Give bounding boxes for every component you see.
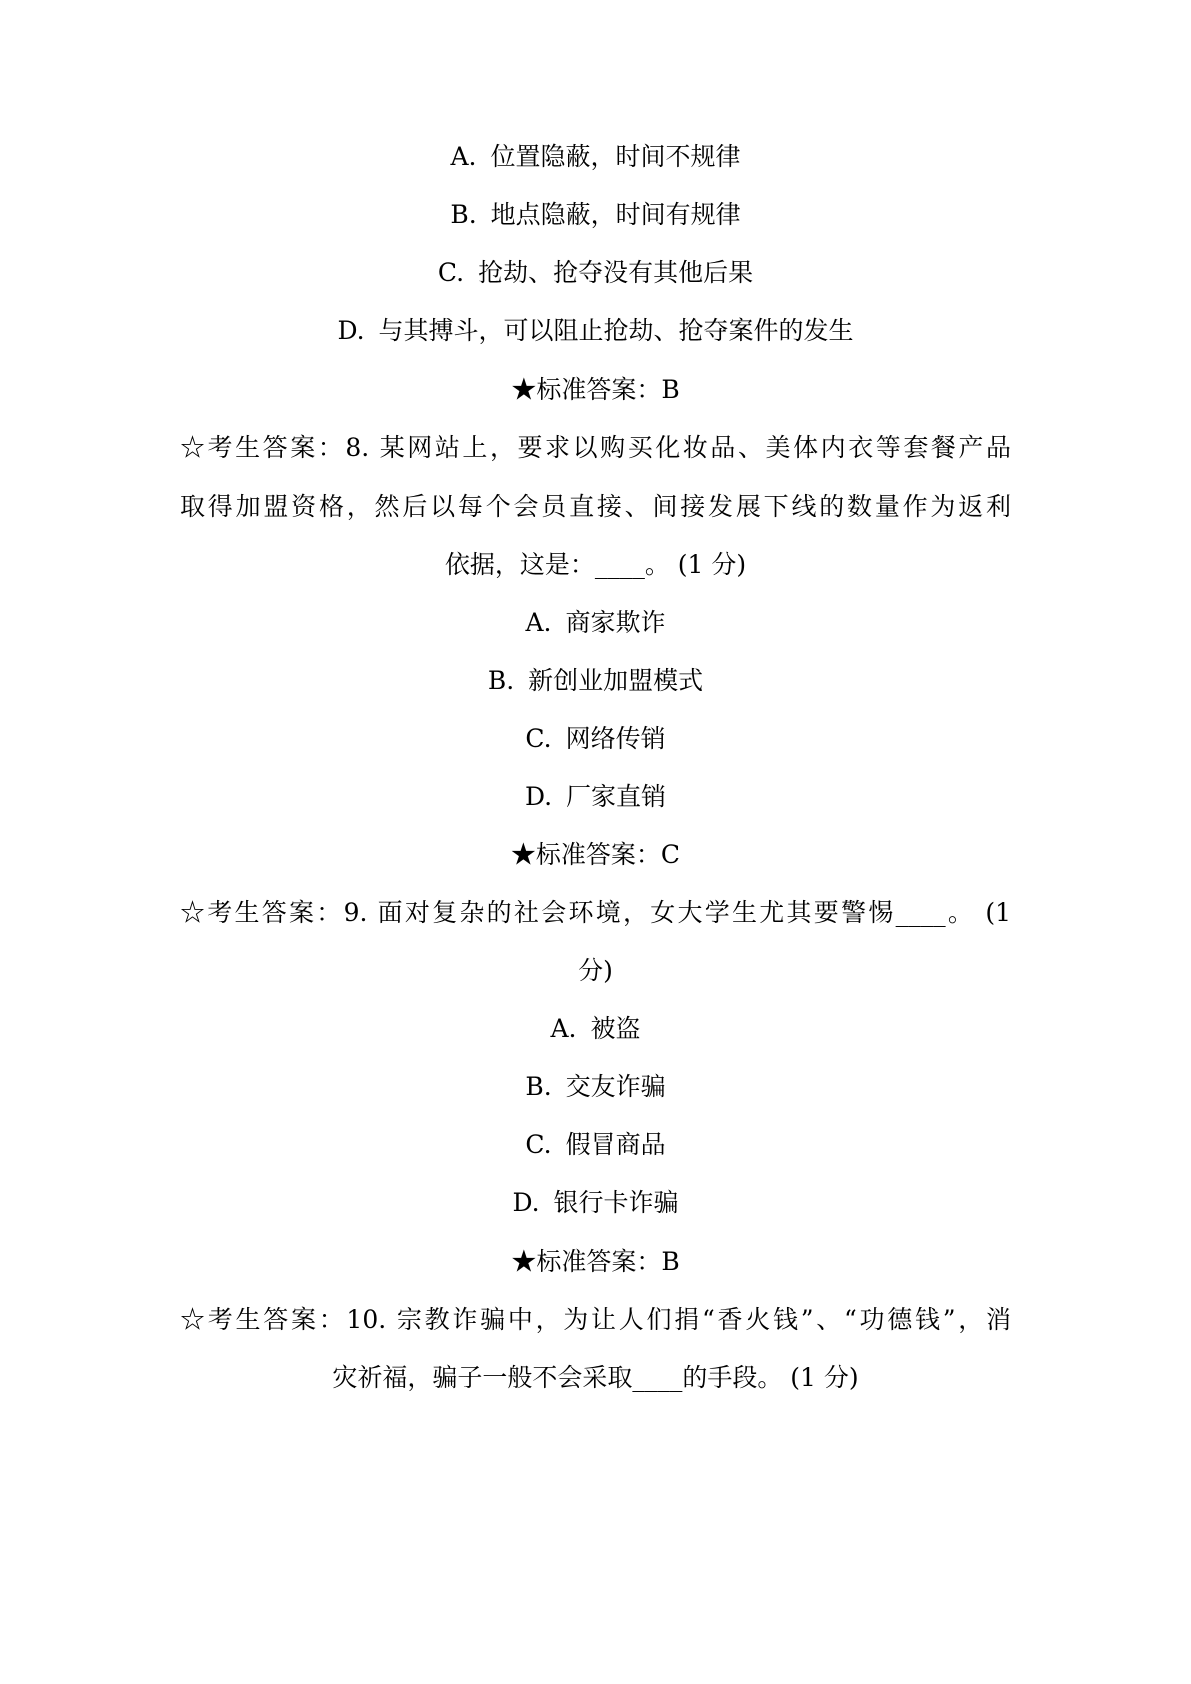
- option-text: 被盗: [590, 1014, 641, 1043]
- option-letter: D.: [337, 316, 365, 345]
- option-text: 商家欺诈: [565, 608, 666, 637]
- question-9-option-d: [180, 1183, 1011, 1223]
- question-9-option-c: [180, 1125, 1011, 1165]
- option-text: 与其搏斗，可以阻止抢劫、抢夺案件的发生: [378, 316, 854, 345]
- option-letter: B.: [450, 200, 477, 229]
- option-letter: A.: [450, 142, 477, 171]
- question-9-standard-answer: ★标准答案：B: [511, 1247, 680, 1276]
- option-text: 新创业加盟模式: [528, 666, 704, 695]
- question-7-option-b: [180, 195, 1011, 235]
- option-letter: A.: [525, 608, 552, 637]
- question-8-option-d: [180, 777, 1011, 817]
- option-letter: C.: [525, 1130, 552, 1159]
- question-9-stem-line-2: 分): [578, 956, 613, 985]
- question-7-option-a: [180, 137, 1011, 177]
- question-7-standard-answer: ★标准答案：B: [511, 375, 680, 404]
- option-letter: B.: [487, 666, 515, 695]
- option-letter: D.: [512, 1188, 540, 1217]
- option-letter: A.: [550, 1014, 577, 1043]
- option-text: 假冒商品: [565, 1130, 666, 1159]
- question-8-option-c: [180, 719, 1011, 759]
- option-text: 抢劫、抢夺没有其他后果: [478, 258, 754, 287]
- option-text: 位置隐蔽，时间不规律: [490, 142, 741, 171]
- question-9-stem-line-1: ☆考生答案：9. 面对复杂的社会环境，女大学生尤其要警惕____。 (1: [180, 898, 1011, 927]
- question-7-option-d: [180, 311, 1011, 351]
- question-8-stem-line-3: 依据，这是：____。 (1 分): [444, 550, 747, 579]
- option-text: 厂家直销: [566, 782, 667, 811]
- option-letter: D.: [524, 782, 553, 811]
- option-text: 地点隐蔽，时间有规律: [490, 200, 741, 229]
- option-text: 银行卡诈骗: [553, 1188, 679, 1217]
- option-letter: B.: [525, 1072, 552, 1101]
- question-7-option-c: [180, 253, 1011, 293]
- question-9-option-a: [180, 1009, 1011, 1049]
- option-text: 网络传销: [565, 724, 666, 753]
- question-9-option-b: [180, 1067, 1011, 1107]
- question-8-option-b: [180, 661, 1011, 701]
- question-10-stem-line-2: 灾祈福，骗子一般不会采取____的手段。 (1 分): [332, 1363, 859, 1392]
- question-10-stem-line-1: ☆考生答案：10. 宗教诈骗中，为让人们捐“香火钱”、“功德钱”，消: [180, 1305, 1011, 1334]
- question-8-stem-line-1: ☆考生答案：8. 某网站上，要求以购买化妆品、美体内衣等套餐产品: [180, 433, 1011, 462]
- question-8-standard-answer: ★标准答案：C: [510, 840, 681, 869]
- option-text: 交友诈骗: [565, 1072, 666, 1101]
- question-8-stem-line-2: 取得加盟资格，然后以每个会员直接、间接发展下线的数量作为返利: [180, 492, 1011, 521]
- option-letter: C.: [525, 724, 552, 753]
- option-letter: C.: [437, 258, 465, 287]
- question-8-option-a: [180, 603, 1011, 643]
